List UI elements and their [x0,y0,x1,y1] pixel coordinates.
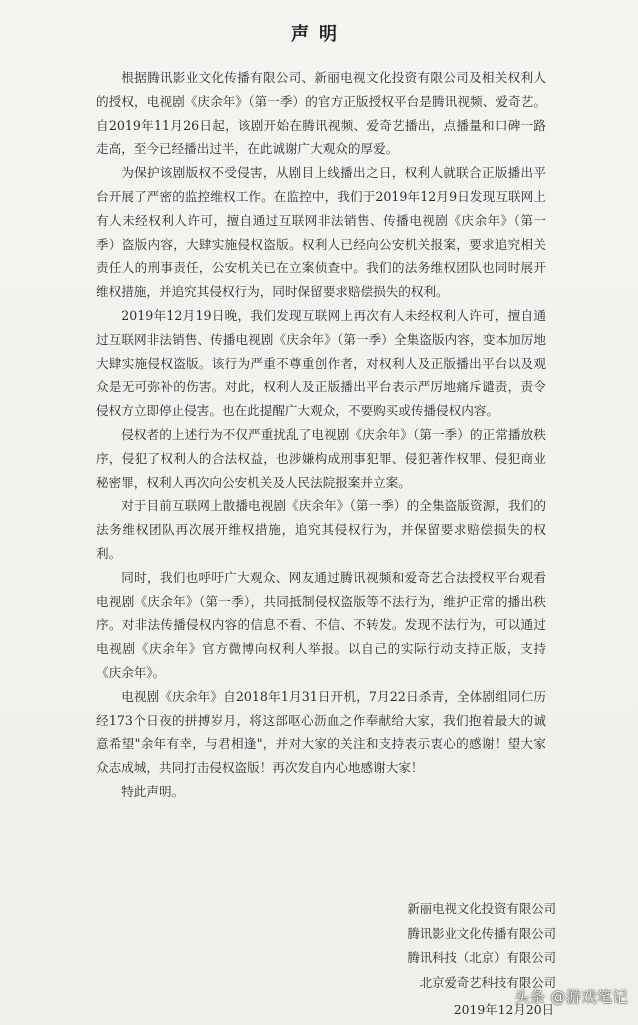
source-watermark: 头条 @游戏笔记 [514,988,628,1006]
statement-date: 2019年12月20日 [453,1002,554,1017]
signatory-iqiyi: 北京爱奇艺科技有限公司 [419,974,556,990]
paragraph-legal-action: 对于目前互联网上散播电视剧《庆余年》（第一季）的全集盗版资源，我们的法务维权团队再次展开维权措施，追究其侵权行为，并保留要求赔偿损失的权利。 [96,498,546,561]
paragraph-monitoring: 为保护该剧版权不受侵害，从剧目上线播出之日，权利人就联合正版播出平台开展了严密的监控维权工作。在监控中，我们于2019年12月9日发现互联网上有人未经权利人许可，擅自通过互联网非法销售、传播电视剧《庆余年》（第一季）盗版内容，大肆实施侵权盗版。权利人已经向公安机关报案，要求追究相关责任人的刑事责任，公安机关已在立案侦查中。我们的法务维权团队也同时展开维权措施，并追究其侵权行为，同时保留要求赔偿损失的权利。 [96,165,546,300]
closing-line: 特此声明。 [121,783,185,799]
document-title: 声明 [291,24,347,45]
paragraph-appeal: 同时，我们也呼吁广大观众、网友通过腾讯视频和爱奇艺合法授权平台观看电视剧《庆余年》（第一季），共同抵制侵权盗版等不法行为，维护正常的播出秩序。对非法传播侵权内容的信息不看、不信、不转发。发现不法行为，可以通过电视剧《庆余年》官方微博向权利人举报。以自己的实际行动支持正版，支持《庆余年》。 [96,569,546,680]
paragraph-second-infringement: 2019年12月19日晚，我们发现互联网上再次有人未经权利人许可，擅自通过互联网非法销售、传播电视剧《庆余年》（第一季）全集盗版内容，变本加厉地大肆实施侵权盗版。该行为严重不尊重创作者，对权利人及正版播出平台以及观众是无可弥补的伤害。对此，权利人及正版播出平台表示严厉地痛斥谴责，责令侵权方立即停止侵害。也在此提醒广大观众，不要购买或传播侵权内容。 [96,307,546,419]
paragraph-authorization: 根据腾讯影业文化传播有限公司、新丽电视文化投资有限公司及相关权利人的授权，电视剧《庆余年》（第一季）的官方正版授权平台是腾讯视频、爱奇艺。自2019年11月26日起，该剧开始在腾讯视频、爱奇艺播出，点播量和口碑一路走高，至今已经播出过半，在此诚谢广大观众的厚爱。 [96,70,546,157]
paragraph-legal-consequences: 侵权者的上述行为不仅严重扰乱了电视剧《庆余年》（第一季）的正常播放秩序，侵犯了权利人的合法权益，也涉嫌构成刑事犯罪、侵犯著作权罪、侵犯商业秘密罪，权利人再次向公安机关及人民法院报案并立案。 [96,426,546,490]
signatory-xinli: 新丽电视文化投资有限公司 [407,901,556,916]
signatory-tencent-pictures: 腾讯影业文化传播有限公司 [407,925,556,941]
statement-body [96,66,546,804]
paragraph-thanks: 电视剧《庆余年》自2018年1月31日开机，7月22日杀青，全体剧组同仁历经173个日夜的拼搏岁月，将这部呕心沥血之作奉献给大家，我们抱着最大的诚意希望"余年有幸，与君相逢"，并对大家的关注和支持表示衷心的感谢！望大家众志成城，共同打击侵权盗版！再次发自内心地感谢大家！ [96,688,546,776]
signatory-tencent-technology: 腾讯科技（北京）有限公司 [407,950,556,965]
signatory-list [316,897,556,995]
